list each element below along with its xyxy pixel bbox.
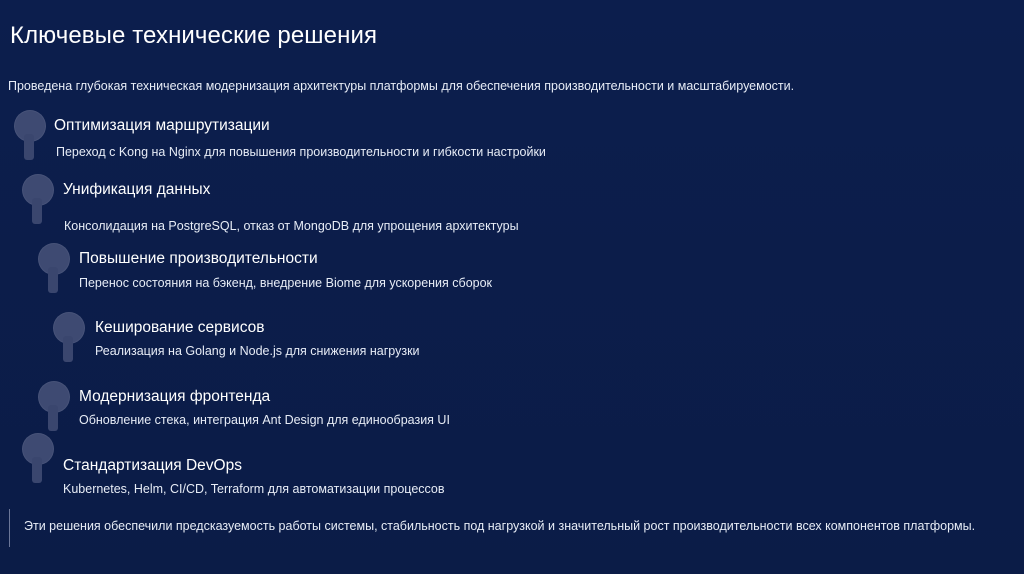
item-description: Kubernetes, Helm, CI/CD, Terraform для автоматизации процессов bbox=[63, 482, 445, 496]
timeline-marker-icon bbox=[38, 381, 70, 437]
item-title: Стандартизация DevOps bbox=[63, 457, 242, 474]
slide-title: Ключевые технические решения bbox=[10, 22, 378, 49]
timeline-marker-icon bbox=[53, 312, 85, 368]
item-description: Переход с Kong на Nginx для повышения производительности и гибкости настройки bbox=[56, 145, 546, 159]
item-description: Консолидация на PostgreSQL, отказ от MongoDB для упрощения архитектуры bbox=[64, 219, 519, 233]
timeline-marker-icon bbox=[38, 243, 70, 299]
timeline-marker-icon bbox=[22, 433, 54, 489]
item-description: Реализация на Golang и Node.js для снижения нагрузки bbox=[95, 344, 420, 358]
item-title: Оптимизация маршрутизации bbox=[54, 117, 270, 134]
timeline-marker-icon bbox=[14, 110, 46, 166]
item-title: Модернизация фронтенда bbox=[79, 388, 271, 405]
footer-text: Эти решения обеспечили предсказуемость работы системы, стабильность под нагрузкой и значительный рост производительности всех компонентов платформы. bbox=[24, 519, 976, 533]
intro-text: Проведена глубокая техническая модернизация архитектуры платформы для обеспечения производительности и масштабируемости. bbox=[8, 79, 795, 93]
footer-accent-bar bbox=[9, 509, 10, 547]
item-title: Кеширование сервисов bbox=[95, 319, 265, 336]
timeline-marker-icon bbox=[22, 174, 54, 230]
item-title: Унификация данных bbox=[63, 181, 211, 198]
item-title: Повышение производительности bbox=[79, 250, 318, 267]
item-description: Обновление стека, интеграция Ant Design для единообразия UI bbox=[79, 413, 450, 427]
item-description: Перенос состояния на бэкенд, внедрение Biome для ускорения сборок bbox=[79, 276, 493, 290]
